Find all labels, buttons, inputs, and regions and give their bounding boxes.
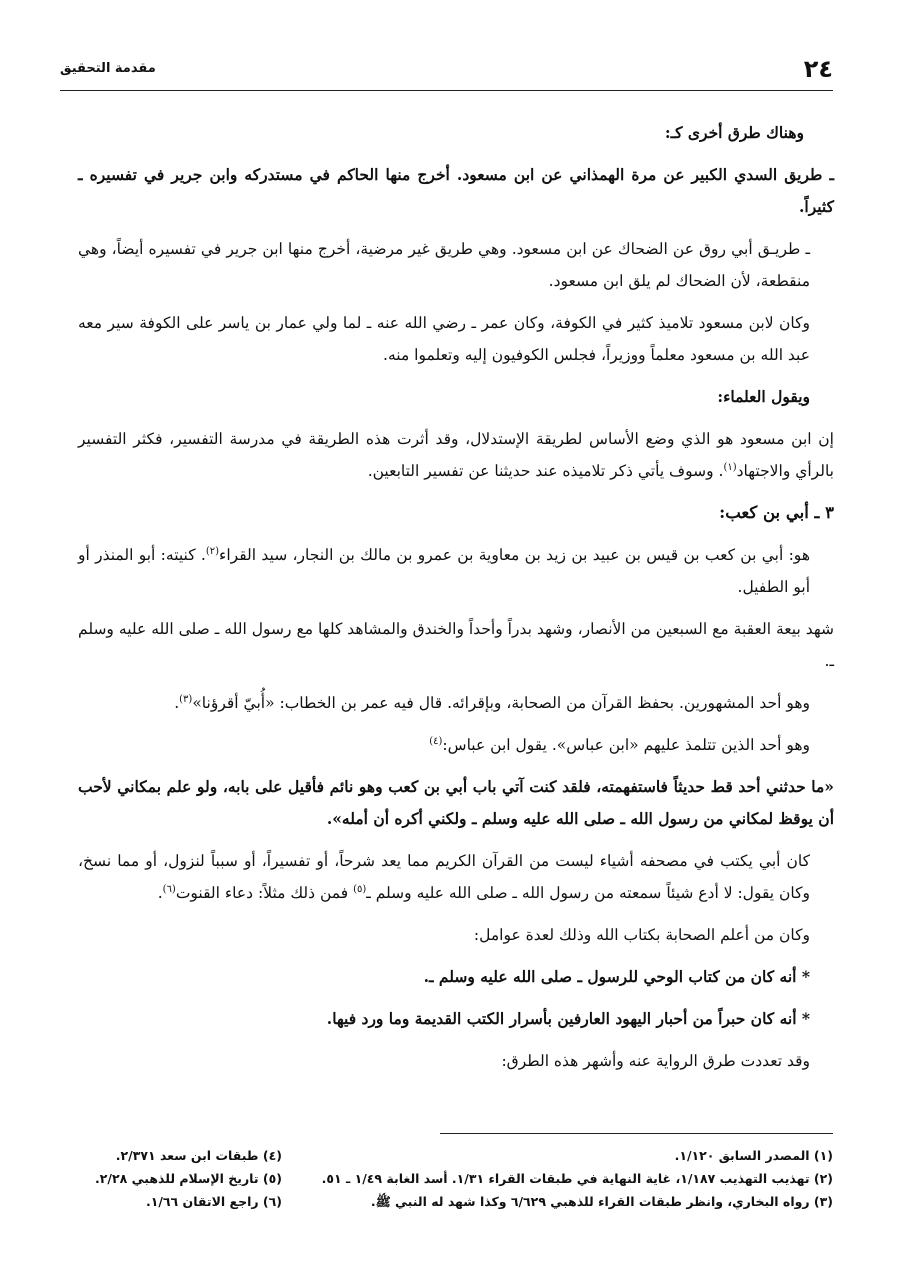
footnote-reference: (٤)	[429, 735, 443, 747]
footnote: (٢) تهذيب التهذيب ١/١٨٧، غاية النهاية في طبقات القراء ١/٣١. أسد الغابة ١/٤٩ ـ ٥١.	[321, 1171, 833, 1186]
running-title: مقدمة التحقيق	[60, 61, 156, 76]
paragraph	[78, 729, 834, 761]
footnote: (٥) تاريخ الإسلام للذهبي ٢/٢٨.	[95, 1171, 282, 1186]
footnote: (٤) طبقات ابن سعد ٢/٣٧١.	[115, 1148, 282, 1163]
paragraph-text: وهو أحد الذين تتلمذ عليهم «ابن عباس». يقول ابن عباس:	[442, 736, 810, 754]
paragraph: وكان لابن مسعود تلاميذ كثير في الكوفة، وكان عمر ـ رضي الله عنه ـ لما ولي عمار بن ياسر على الكوفة سير معه عبد الله بن مسعود معلماً ووزيراً، فجلس الكوفيون إليه وتعلموا منه.	[78, 314, 810, 364]
paragraph-text: وهو أحد المشهورين. بحفظ القرآن من الصحابة، وبإقرائه. قال فيه عمر بن الخطاب: «أُبيّ أقرؤنا»	[192, 694, 810, 712]
footnotes-column-left	[82, 1144, 282, 1213]
footnote-reference: (٦)	[162, 883, 176, 895]
paragraph: وكان من أعلم الصحابة بكتاب الله وذلك لعدة عوامل:	[473, 926, 810, 944]
paragraph	[78, 539, 834, 603]
paragraph	[78, 423, 834, 487]
paragraph-text: . كنيته: أبو المنذر أو أبو الطفيل.	[78, 546, 810, 596]
footnote: (٣) رواه البخاري، وانظر طبقات القراء للذهبي ٦/٦٢٩ وكذا شهد له النبي ﷺ.	[370, 1194, 833, 1209]
list-item: * أنه كان من كتاب الوحي للرسول ـ صلى الله عليه وسلم ـ.	[423, 967, 810, 986]
paragraph: ـ طريق السدي الكبير عن مرة الهمذاني عن ابن مسعود. أخرج منها الحاكم في مستدركه وابن جرير في تفسيره ـ كثيراً.	[78, 165, 834, 216]
footnote: (١) المصدر السابق ١/١٢٠.	[674, 1148, 833, 1163]
quotation: «ما حدثني أحد قط حديثاً فاستفهمته، فلقد كنت آتي باب أبي بن كعب وهو نائم فأقيل على بابه، ولو علم بمكاني لأحب أن يوقظ لمكاني من رسول الله ـ صلى الله عليه وسلم ـ ولكني أكره أن أمله».	[78, 777, 834, 828]
paragraph: ـ طريـق أبي روق عن الضحاك عن ابن مسعود. وهي طريق غير مرضية، أخرج منها ابن جرير في تفسيره أيضاً، وهي منقطعة، لأن الضحاك لم يلق ابن مسعود.	[78, 240, 810, 290]
footnote: (٦) راجع الاتقان ١/٦٦.	[145, 1194, 282, 1209]
page-header	[60, 55, 833, 87]
footnote-reference: (٢)	[205, 545, 220, 557]
paragraph: وقد تعددت طرق الرواية عنه وأشهر هذه الطرق:	[501, 1052, 810, 1070]
header-divider	[60, 90, 833, 91]
paragraph: ويقول العلماء:	[717, 387, 810, 406]
paragraph-text: كان أبي يكتب في مصحفه أشياء ليست من القرآن الكريم مما يعد شرحاً، أو تفسيراً، أو سبباً لنزول، أو مما نسخ، وكان يقول: لا أدع شيئاً سمعته من رسول الله ـ صلى الله عليه وسلم ـ	[78, 852, 810, 902]
paragraph-text: .	[157, 884, 163, 902]
paragraph-text: هو: أبي بن كعب بن قيس بن عبيد بن زيد بن معاوية بن عمرو بن مالك بن النجار، سيد القراء	[219, 546, 810, 564]
paragraph-text: .	[174, 694, 180, 712]
footnote-reference: (٥)	[353, 883, 367, 895]
paragraph: شهد بيعة العقبة مع السبعين من الأنصار، وشهد بدراً وأحداً والخندق والمشاهد كلها مع رسول الله ـ صلى الله عليه وسلم ـ.	[78, 620, 834, 670]
list-item: * أنه كان حبراً من أحبار اليهود العارفين بأسرار الكتب القديمة وما ورد فيها.	[326, 1009, 810, 1028]
paragraph	[78, 687, 834, 719]
paragraph-text: . وسوف يأتي ذكر تلاميذه عند حديثنا عن تفسير التابعين.	[367, 462, 724, 480]
section-heading: ٣ ـ أبي بن كعب:	[719, 503, 834, 522]
paragraph	[78, 845, 834, 909]
paragraph-text: فمن ذلك مثلاً: دعاء القنوت	[175, 884, 354, 902]
paragraph: وهناك طرق أخرى كـ:	[664, 123, 804, 142]
footnote-divider	[440, 1133, 833, 1134]
paragraph-text: إن ابن مسعود هو الذي وضع الأساس لطريقة الإستدلال، وقد أثرت هذه الطريقة في مدرسة التفسير، فكثر التفسير بالرأي والاجتهاد	[78, 430, 834, 480]
page-number: ٢٤	[803, 55, 833, 83]
main-text	[78, 117, 834, 1087]
footnote-reference: (٣)	[179, 693, 193, 705]
footnote-reference: (١)	[723, 461, 737, 473]
footnotes-column-right	[313, 1144, 833, 1213]
